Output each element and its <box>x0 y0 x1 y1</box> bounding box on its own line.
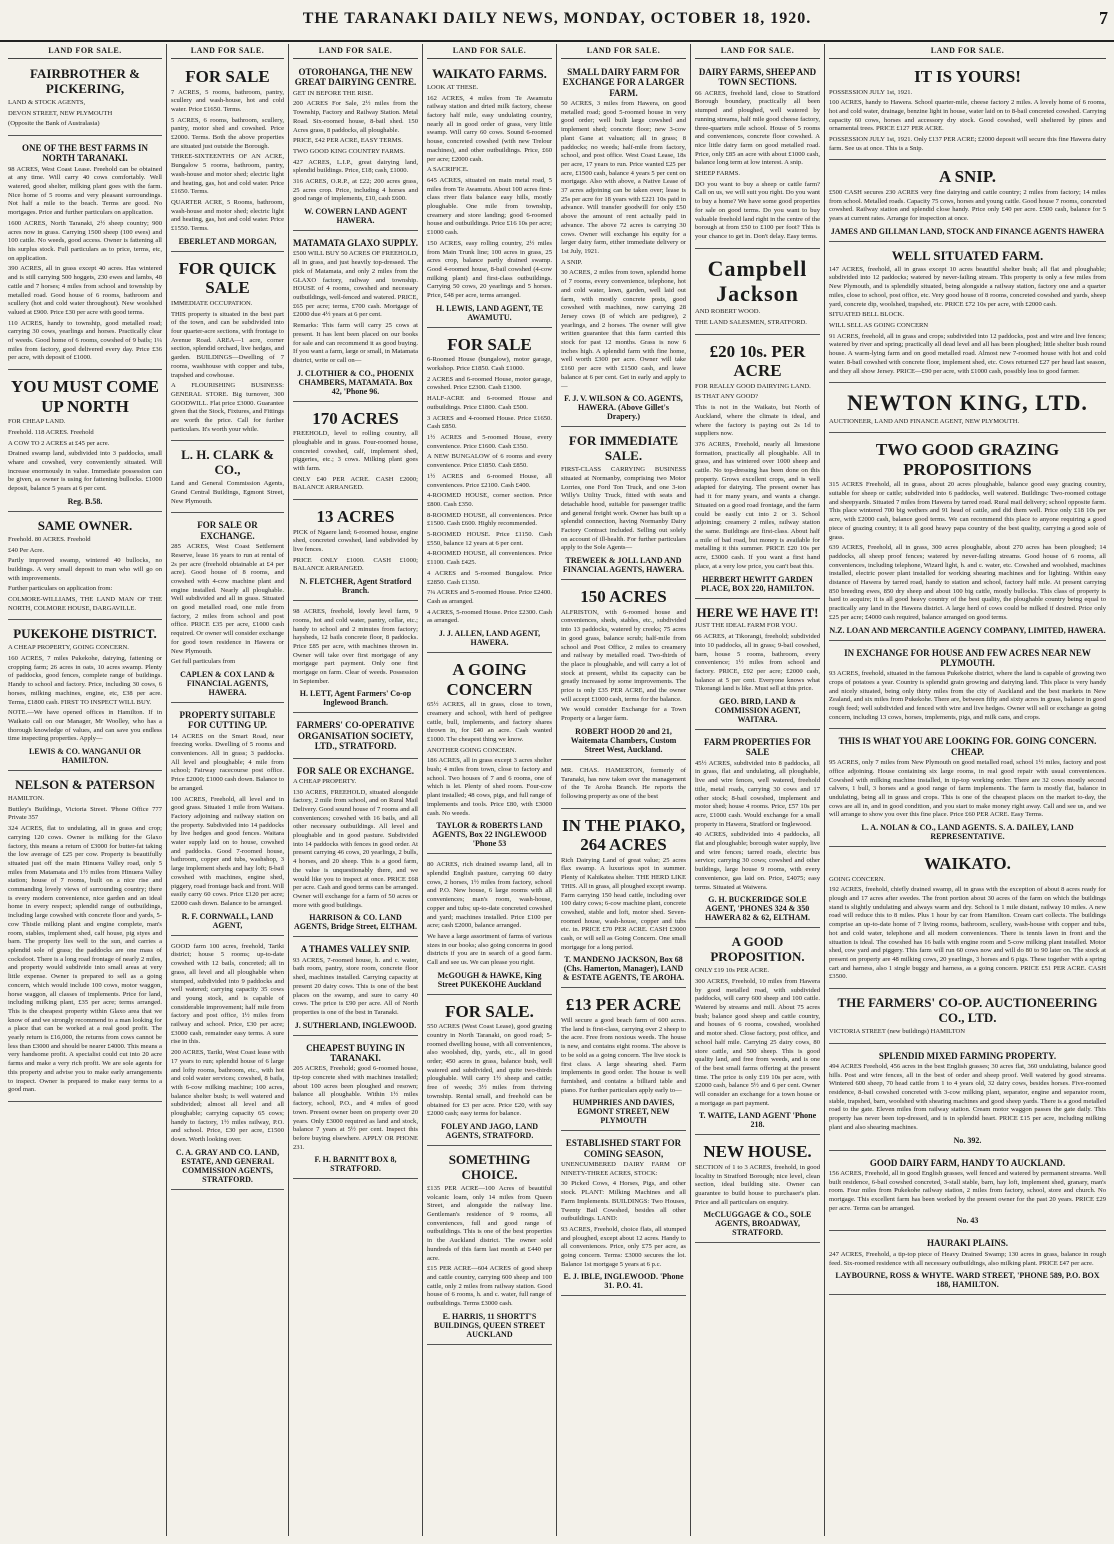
classified-ad <box>293 233 418 401</box>
ad-text: HALF-ACRE and 6-roomed House and outbuildings. Price £1800. Cash £500. <box>427 395 552 411</box>
classified-ad <box>293 1038 418 1180</box>
page-number: 7 <box>1099 8 1108 28</box>
ad-heading: CHEAPEST BUYING IN TARANAKI. <box>306 1042 405 1063</box>
ad-text: 65½ ACRES, all in grass, close to town, creamery and school, with herd of pedigree cattle, bull, implements, and factory shares thrown in, for £40 an acre. Cash wanted £1000. The cheapest thing we know. <box>427 701 552 743</box>
ad-text: 130 ACRES, FREEHOLD, situated alongside factory, 2 mile from school, and on Rural Mail Delivery. Good sound house of 7 rooms and all conveniences; cowshed with 16 bails, and all other necessary outbuildings. All level and ploughable and in good pasture. Subdivided into 14 paddocks with fences in good order. At present carrying 46 cows, 20 yearlings, 2 bulls, 4 horses, and 20 sheep. This is a good farm, the value is unquestionably there, and we would like you to inspect at once. PRICE £68 per acre. Cash and good terms can be arranged. Owner will exchange for a farm of 50 acres or more with good buildings. <box>293 788 418 909</box>
column-header: LAND FOR SALE. <box>171 44 284 59</box>
ad-heading: FOR IMMEDIATE SALE. <box>568 433 679 464</box>
ad-text: TWO GOOD KING COUNTRY FARMS. <box>293 147 405 155</box>
ad-heading: A GOING CONCERN <box>446 660 533 699</box>
newspaper-title: THE TARANAKI DAILY NEWS, MONDAY, OCTOBER 18, 1920. <box>302 10 812 27</box>
ad-text: IS THAT ANY GOOD? <box>695 393 759 401</box>
ad-signature: TREWEEK & JOLL LAND AND FINANCIAL AGENTS, HAWERA. <box>562 556 685 575</box>
ad-signature: F. H. BARNITT BOX 8, STRATFORD. <box>314 1155 397 1174</box>
ad-text: 162 ACRES, 4 miles from Te Awamutu railway station and dried milk factory, cheese factory half mile, easy undulating country, nearly all in good order of grass, very little swamp. Will carry 60 cows. Sound 6-roomed house, concreted cowshed (with new Trelour machines), and other outbuildings. Price, £60 per acre; £2000 cash. <box>427 94 552 163</box>
classified-ad <box>8 138 162 370</box>
ad-signature: N. FLETCHER, Agent Stratford Branch. <box>299 577 412 596</box>
ad-text: 639 ACRES, Freehold, all in grass, 300 acres ploughable, about 270 acres has been ploughed; 14 paddocks, all sheep proof fences; watered by never-failing streams. Good house of 6 rooms, all conveniences, including telephone, Wizard light, h. and c. water, etc. Cowshed and woolshed, machines installed, electric power plant installed for working shearing machines and for lighting. Within easy distance of Hawera by tarred road, handy to station and school, factory half mile. At present carrying 850 breeding ewes, 850 dry sheep and about 100 big cattle, mostly bullocks. This class of property is hard to acquire; it is all good heavy country of the best quality, the ploughable country being equal to practically any land in the Hawera district. A large herd of cows could be milked if desired. Price only £25 per acre; £4000 cash required, balance arranged on good terms. <box>829 544 1106 621</box>
ad-heading: WAIKATO FARMS. <box>432 66 547 81</box>
ad-text: PRICE ONLY £1000. CASH £1000; BALANCE ARRANGED. <box>293 556 418 573</box>
ad-text: POSSESSION JULY 1st, 1921. <box>829 88 913 96</box>
ad-text: PRICE, £42 PER ACRE, EASY TERMS. <box>293 137 403 145</box>
ad-heading: DAIRY FARMS, SHEEP AND TOWN SECTIONS. <box>698 67 817 88</box>
ad-text: 316 ACRES, O.R.P., at £22; 200 acres grass, 25 acres crop. Price, including 4 horses and good range of implements, £10, cash £600. <box>293 178 418 203</box>
ad-heading: 170 ACRES <box>312 408 399 428</box>
ad-text: SHEEP FARMS. <box>695 170 741 178</box>
classified-ad <box>561 762 686 809</box>
ad-text: LAND & STOCK AGENTS, <box>8 98 86 106</box>
ad-heading: IN EXCHANGE FOR HOUSE AND FEW ACRES NEAR NEW PLYMOUTH. <box>844 647 1091 668</box>
ad-text: SECTION of 1 to 3 ACRES, freehold, in good locality in Stratford Borough; nice level, clean section, ideal building site. Owner can guarantee to build house to purchaser's plan. Price and all particulars on enquiry. <box>695 1163 820 1206</box>
ad-text: 4 ACRES and 5-roomed Bungalow. Price £2850. Cash £1350. <box>427 569 552 586</box>
ad-signature: J. SUTHERLAND, INGLEWOOD. <box>294 1020 417 1030</box>
classified-ad <box>829 849 1106 989</box>
column-6 <box>691 44 825 1536</box>
columns-container <box>4 44 1110 1536</box>
ad-signature: LEWIS & CO. WANGANUI OR HAMILTON. <box>28 747 142 766</box>
column-header: LAND FOR SALE. <box>293 44 418 59</box>
ad-text: 3 ACRES and 4-roomed House. Price £1650. Cash £850. <box>427 414 552 431</box>
classified-ad <box>829 1153 1106 1232</box>
ad-text: LOOK AT THESE. <box>427 83 479 91</box>
column-3 <box>289 44 423 1536</box>
ad-text: THIS property is situated in the best part of the town, and can be subdivided into four quarter-acre sections, with frontage to Avenue Road. AREA—1 acre, corner section, splendid orchard, live hedges, and garden. BUILDINGS—Dwelling of 7 rooms, washhouse with copper and tubs, trapshed and cowhouse. <box>171 310 284 379</box>
ad-text: 7 ACRES, 5 rooms, bathroom, pantry, scullery and wash-house, hot and cold water. Price £1650. Terms. <box>171 88 284 113</box>
column-1 <box>4 44 167 1536</box>
ad-signature: McGOUGH & HAWKE, King Street PUKEKOHE Auckland <box>437 970 542 989</box>
ad-heading: £20 10s. PER ACRE <box>709 341 806 381</box>
ad-heading: FOR SALE OR EXCHANGE. <box>296 765 414 776</box>
ad-text: Further particulars on application from: <box>8 585 113 593</box>
ad-text: 2 ACRES and 6-roomed House, motor garage, cowshed. Price £2300. Cash £1300. <box>427 375 552 392</box>
ad-heading: FOR SALE <box>447 334 532 354</box>
classified-ad <box>293 715 418 758</box>
column-2 <box>167 44 289 1536</box>
ad-text: PICK of Ngaere land; 6-roomed house, engine shed, concreted cowshed, land subdivided by live fences. <box>293 528 418 554</box>
ad-text: 1½ ACRES and 5-roomed House, every convenience. Price £1600. Cash £350. <box>427 433 552 450</box>
ad-text: AND ROBERT WOOD. <box>695 308 761 316</box>
classified-ad <box>171 938 284 1190</box>
classified-ad <box>695 1137 820 1243</box>
ad-signature: E. HARRIS, 11 SHORTT'S BUILDINGS, QUEEN STREET AUCKLAND <box>434 1311 545 1339</box>
classified-ad <box>829 435 1106 640</box>
ad-signature: McCLUGGAGE & CO., SOLE AGENTS, BROADWAY, STRATFORD. <box>703 1210 812 1238</box>
ad-text: We would consider Exchange for a Town Property or a larger farm. <box>561 706 686 723</box>
ad-text: 427 ACRES, L.I.P., great dairying land, splendid buildings. Price, £18; cash, £1000. <box>293 158 418 175</box>
classified-ad <box>695 601 820 731</box>
classified-ad <box>829 643 1106 730</box>
ad-text: 186 ACRES, all in grass except 3 acres shelter bush; 4 miles from town, close to factory and school. Two houses of 7 and 6 rooms, one of which is let. Plenty of shed room. Four-cow plant installed; 48 cows, pigs, and full range of implements and tools. Price £80, with £3000 cash. No weeds. <box>427 757 552 817</box>
classified-ad <box>561 62 686 427</box>
ad-text: 45½ ACRES, subdivided into 8 paddocks, all in grass, flat and undulating, all ploughable, live and wire fences, well watered, freehold title, metal roads, carrying 30 cows and 17 other stock; 8-bail cowshed, implement and motor shed; house 4 rooms. Price, £57 10s per acre, £1000 cash. Would exchange for a small property in Hawera, Stratford or Inglewood. <box>695 759 820 828</box>
ad-text: 95 ACRES, only 7 miles from New Plymouth on good metalled road, school 1½ miles, factory and post office adjoining. House containing six large rooms, in real good repair with usual conveniences. Cowshed with milking machine installed, in tip-top working order. There are 32 cows mostly second calvers, 1 bull, 3 horses and a good range of farm implements. The farm is mostly flat, balance in undulating, being all in grass and crops. This is one of the cheapest places on the market to-day, the cows are all in, and in good condition, and you start to make money right away. Call and see us, and we will arrange to show you over this fine place. Price £60 PER ACRE. Easy Terms. <box>829 759 1106 819</box>
ad-text: THREE-SIXTEENTHS OF AN ACRE, Bungalow 5 rooms, bathroom, pantry, wash-house and motor shed; electric light and heating, gas, hot and cold water. Price £1650. Terms. <box>171 153 284 196</box>
ad-text: 7¼ ACRES and 5-roomed House. Price £2400. Cash as arranged. <box>427 589 552 605</box>
ad-signature: E. J. IBLE, INGLEWOOD. 'Phone 31. P.O. 41. <box>563 1272 684 1291</box>
ad-text: Get full particulars from <box>171 658 236 666</box>
ad-text: UNENCUMBERED DAIRY FARM OF NINETY-THREE ACRES, STOCK: <box>561 1161 686 1177</box>
ad-text: £15 PER ACRE—604 ACRES of good sheep and cattle country, carrying 600 sheep and 100 cattle, only 2 miles from railway station. Good house of 6 rooms, h. and c. water, full range of outbuildings. Terms £3000 cash. <box>427 1265 552 1308</box>
ad-heading: IT IS YOURS! <box>914 67 1021 86</box>
ad-heading: SMALL DAIRY FARM FOR EXCHANGE FOR A LARGER FARM. <box>562 67 685 98</box>
ad-text: 98 ACRES, freehold, lovely level farm, 9 rooms, hot and cold water, pantry, cellar, etc.; handy to school and 2 minutes from factory; haysheds, 12 bails concrete floor, 8 paddocks. Price £85 per acre, with machines thrown in. Owner will take over first mortgage of any mortgage part payment. Only one first mortgage on farm. Clear of weeds. Possession in September. <box>293 608 418 685</box>
classified-ad <box>171 62 284 252</box>
ad-signature: FOLEY AND JAGO, LAND AGENTS, STRATFORD. <box>440 1122 539 1140</box>
ad-signature: J. CLOTHIER & CO., PHOENIX CHAMBERS, MATAMATA. Box 42, 'Phone 96. <box>296 368 415 396</box>
ad-text: 550 ACRES (West Coast Lease), good grazing country in North Taranaki, on good road; 5-roomed dwelling house, with all conveniences, also woolshed, dip, yards, etc., all in good order; 450 acres in grass, balance bush, well watered and subdivided, and quite two-thirds ploughable. Will carry 1½ sheep and cattle; free of weeds; 3½ miles from thriving township. Rental small, and freehold can be obtained for £3 per acre. Price £20, with say £2000 cash; easy terms for balance. <box>427 1023 552 1118</box>
ad-heading: NELSON & PATERSON <box>15 777 155 793</box>
ad-text: AUCTIONEER, LAND AND FINANCE AGENT, NEW PLYMOUTH. <box>829 417 1020 425</box>
ad-text: 4-ROOMED HOUSE, corner section. Price £800. Cash £350. <box>427 492 552 508</box>
ad-text: A COW TO 2 ACRES at £45 per acre. <box>8 439 110 447</box>
ad-text: 66 ACRES, freehold land, close to Stratford Borough boundary, practically all been stumped and ploughed, well watered by running streams, half mile good cheese factory, three-quarters mile school. House of 5 rooms and conveniences, concrete floor cowshed. A nice little dairy farm on good metalled road. Price, only £85 an acre with about £1000 cash, balance long term at low interest. A snip. <box>695 89 820 167</box>
ad-text: ONLY £19 10s PER ACRE. <box>695 967 770 975</box>
classified-ad <box>829 1233 1106 1295</box>
ad-text: JUST THE IDEAL FARM FOR YOU. <box>695 622 798 630</box>
classified-ad <box>695 930 820 1135</box>
ad-text: 494 ACRES Freehold, 456 acres in the best English grasses; 30 acres flat, 360 undulating, balance good hills. Post and wire fences, all in the best of order and sheep proof. Well watered by good streams. Wintered 600 sheep, 70 head cattle from 1 to 4 years old, 32 dairy cows, besides horses. Five-roomed residence, 8-bail cowshed concreted with 3-cow milking plant, separator, engine and separator room, stable, trapshed, barn, woolshed with shearing machines and good sheep yards. There is a good metalled road to the gate. Eleven miles from railway station. Cream motor waggon passes the gate daily. This property has never been top-dressed, and is in splendid heart. PRICE £15 per acre, including milking plant and also shearing machines. <box>829 1062 1106 1131</box>
ad-text: 4-ROOMED HOUSE, all conveniences. Price £1100. Cash £425. <box>427 550 552 567</box>
ad-text: Land and General Commission Agents, Grand Central Buildings, Egmont Street, New Plymouth. <box>171 480 284 505</box>
classified-ad <box>8 622 162 771</box>
classified-ad <box>293 761 418 938</box>
ad-heading: MATAMATA GLAXO SUPPLY. <box>293 238 418 249</box>
classified-ad <box>695 251 820 335</box>
ad-heading: L. H. CLARK & CO., <box>181 447 274 478</box>
ad-text: 1600 ACRES, North Taranaki, 2½ sheep country; 900 acres now in grass. Carrying 1500 sheep (100 ewes) and 100 cattle. No weeds, good access. Owner is fattening all his surplus stock. Full particulars as to price, terms, etc, on application. <box>8 219 162 262</box>
ad-heading: FARMERS' CO-OPERATIVE ORGANISATION SOCIETY, LTD., STRATFORD. <box>296 720 415 752</box>
ad-signature: Reg. B.58. <box>67 496 103 506</box>
ad-text: £40 Per Acre. <box>8 546 45 554</box>
ad-text: 324 ACRES, flat to undulating, all in grass and crop; carrying 120 cows. Owner is milking for the Glaxo factory, this means a return of £3000 for butter-fat taking the low average of £25 per cow. Property is beautifully situated just off the main Hinuera Valley road, only 5 miles from Matamata and 1½ miles from Hinuera Valley station; house of 7 rooms, built on a nice rise and commanding lovely views of surrounding country; there is every modern convenience, nice garden and an ideal home in every respect; splendid range of outbuildings, including large cowshed with concrete floor and yards, 5-cow Thistle milking plant and engine complete, man's room, stables, implement shed, calf house, pig styes and barn. The property lies well to the sun, and carries a splendid sole of grass; the paddocks are one mass of cocksfoot. There is a long road frontage of nearly 2 miles, and property would subdivide into small areas at very little expense. Owner is prepared to sell as a going concern, which would include 100 cows, motor waggon, horse waggon, all classes of implements. Price for land, including milking plant, £35 per acre; terms arranged. This is the cheapest property within Glaxo area that we know of and we strongly recommend to a man looking for a place that can be worked at a real good profit. The yearly return is £16,000, the returns from cows cannot be less than £3000 and should be nearer £4000. This means a very handsome profit. A specialist could cut into 20 acre farms and make a very rich profit. We are sole agents for this property and advise you to make early arrangements to inspect. Owner is prepared to make easy terms to a good man. <box>8 825 162 1094</box>
ad-text: Remarks: This farm will carry 25 cows at present. It has lent been placed on our books for sale and can recommend it as good buying. If you want a farm, large or small, in Matamata district, write or call on— <box>293 322 418 364</box>
masthead <box>0 0 1114 42</box>
classified-ad <box>427 330 552 653</box>
ad-signature: JAMES AND GILLMAN LAND, STOCK AND FINANCE AGENTS HAWERA <box>830 226 1105 236</box>
ad-text: A CHEAP PROPERTY, GOING CONCERN. <box>8 644 129 652</box>
column-header: LAND FOR SALE. <box>829 44 1106 59</box>
ad-text: 93 ACRES, Freehold, choice flats, all stumped and ploughed, except about 12 acres. Handy to all conveniences. Price, only £75 per acre, as going concern. Terms: £3000 secures the lot. Balance 1st mortgage 5 years at 6 p.c. <box>561 1225 686 1268</box>
classified-ad <box>293 62 418 231</box>
ad-text: GOOD farm 100 acres, freehold, Tariki district; house 5 rooms; up-to-date cowshed with 12 bails, concreted; all in grass, all level and all ploughable when stumped, subdivided into 9 paddocks and well watered; carrying capacity 35 cows and young stock, and is capable of considerable improvement; half mile from factory and post office, 1½ miles from railway and school. Price, £30 per acre; £3000 cash, remainder easy terms. A sure rise in this. <box>171 942 284 1046</box>
classified-ad <box>8 62 162 136</box>
classified-ad <box>171 515 284 703</box>
ad-text: A SACRIFICE. <box>427 166 469 174</box>
ad-text: £500 CASH secures 230 ACRES very fine dairying and cattle country; 2 miles from factory; 14 miles from school. Metalled roads. Capacity 75 cows, horses and young cattle. Good house 7 rooms, concreted cowshed. Railway station and splendid close handy. Price only £40 per acre. £500 cash, balance for 5 years at current rates. Arrange for inspection at once. <box>829 189 1106 223</box>
ad-signature: HERBERT HEWITT GARDEN PLACE, BOX 220, HAMILTON. <box>701 574 814 593</box>
ad-heading: NEW HOUSE. <box>703 1142 812 1162</box>
classified-ad <box>829 731 1106 847</box>
classified-ad <box>293 939 418 1035</box>
classified-ad <box>829 385 1106 433</box>
ad-heading: THE FARMERS' CO-OP. AUCTIONEERING CO., LTD. <box>837 995 1098 1025</box>
ad-signature: G. H. BUCKERIDGE SOLE AGENT, 'PHONES 324 & 350 HAWERA 82 & 62, ELTHAM. <box>704 895 811 923</box>
ad-text: 200 ACRES, Tariki, West Coast lease with 17 years to run; splendid house of 6 large and lofty rooms, bathroom, etc., with hot and cold water services; cowshed, 8 bails, with 6-cow milking machine; 100 acres, balance shelter bush; is well watered and subdivided; almost all level and all ploughable; carrying capacity 65 cows; handy to factory, 1½ miles railway, P.O. and school. Price, £30 per acre, £1500 down. Worth looking over. <box>171 1049 284 1144</box>
classified-ad <box>8 514 162 621</box>
classified-ad <box>561 429 686 580</box>
ad-heading: SAME OWNER. <box>37 517 133 533</box>
ad-heading: PUKEKOHE DISTRICT. <box>13 626 157 642</box>
classified-ad <box>695 62 820 249</box>
ad-text: 150 ACRES, easy rolling country, 2½ miles from Main Trunk line; 100 acres in grass, 25 acres crop, balance partly drained swamp. Good 4-roomed house, 8-bail cowshed (4-cow milking plant) and first-class outbuildings. Carrying 50 cows, 20 yearlings and 5 horses. Price, £48 per acre, terms arranged. <box>427 239 552 300</box>
ad-text: A FLOURISHING BUSINESS: GENERAL STORE. Big turnover, 300 GOODWILL. Flat price £3000. Guarantee given that the Stock, Fixtures, and Fittings are worth the price. Call for further particulars. It's worth your while. <box>171 382 284 433</box>
ad-text: 160 ACRES, 7 miles Pukekohe, dairying, fattening or cropping farm; 26 acres in oats, 10 acres swamp. Plenty of paddocks, good fences, complete range of buildings. Handy to school and factory. Price, including 30 cows, 6 horses, milking machines, engine, etc, £38 per acre. Terms, £1800 cash. FIRST TO INSPECT WILL BUY. <box>8 655 162 706</box>
ad-heading: SPLENDID MIXED FARMING PROPERTY. <box>878 1050 1057 1061</box>
ad-text: This is not in the Waikato, but North of Auckland, where the climate is ideal, and where the factory is paying out 2s 1d to suppliers now. <box>695 404 820 438</box>
classified-ad <box>427 1148 552 1345</box>
ad-text: (Opposite the Bank of Australasia) <box>8 120 100 128</box>
ad-heading: FARM PROPERTIES FOR SALE <box>703 737 811 758</box>
ad-text: ONLY £40 PER ACRE. CASH £2000; BALANCE ARRANGED. <box>293 475 418 492</box>
ad-text: HAMILTON. <box>8 795 45 803</box>
ad-text: 247 ACRES, Freehold, a tip-top piece of Heavy Drained Swamp; 130 acres in grass, balance in rough feed. Six-roomed residence with all necessary outbuildings, also milking plant. PRICE £47 per acre. <box>829 1250 1106 1267</box>
column-5 <box>557 44 691 1536</box>
column-header: LAND FOR SALE. <box>8 44 162 59</box>
ad-text: FIRST-CLASS CARRYING BUSINESS situated at Normanby, comprising two Motor Lorries, one Ford Ton Truck, and one 3-ton Willy's Utility Truck, fitted with seats and detachable hood, suitable for passenger traffic and general freight work. Owner has built up a splendid connection, having Normanby Dairy Factory Contract included. Selling out solely on account of ill-health. For further particulars apply to the Sole Agents— <box>561 466 686 552</box>
ad-signature: T. MANDENO JACKSON, Box 68 (Chs. Hamerton, Manager), LAND & ESTATE AGENTS, TE AROHA. <box>562 955 685 983</box>
ad-heading: THIS IS WHAT YOU ARE LOOKING FOR. GOING CONCERN. CHEAP. <box>838 736 1097 757</box>
ad-heading: FAIRBROTHER & PICKERING, <box>30 66 140 96</box>
ad-heading: HERE WE HAVE IT! <box>696 604 819 620</box>
ad-heading: 13 ACRES <box>316 507 395 527</box>
ad-text: 205 ACRES, Freehold; good 6-roomed house, tip-top concrete shed with machines installed; about 100 acres been ploughed and resown; balance all ploughable. Within 1½ miles factory, school, P.O., and 4 miles of good town. Present owner been on property over 20 years. Only £3000 required as land and stock, balance 7 years at 5½ per cent. Inspect this before buying elsewhere. APPLY OR PHONE 231. <box>293 1065 418 1151</box>
ad-signature: J. J. ALLEN, LAND AGENT, HAWERA. <box>438 629 541 648</box>
ad-signature: GEO. BIRD, LAND & COMMISSION AGENT, WAITARA. <box>714 697 801 725</box>
ad-signature: N.Z. LOAN AND MERCANTILE AGENCY COMPANY, LIMITED, HAWERA. <box>829 625 1106 635</box>
ad-text: 1½ ACRES and 6-roomed House, all conveniences. Price £2100. Cash £400. <box>427 472 552 489</box>
ad-heading: SOMETHING CHOICE. <box>448 1152 531 1182</box>
ad-text: 300 ACRES, Freehold, 10 miles from Hawera by good metalled road, with subdivided paddocks, will carry 600 sheep and 100 cattle. Watered by streams and mill. About 75 acres bush; balance good sheep and cattle country, and houses of 6 rooms, cowshed, woolshed and motor shed. Close factory, post office, and school half mile. Carrying 25 dairy cows, 80 store cattle, and 500 sheep. This is good quality land, and free from weeds, and is one of the best small farms offering at the present time. The price is only £19 10s per acre, with £2000 cash, balance 5½ and 6 per cent. Owner will consider an exchange for a town house or a mortgage as part payment. <box>695 977 820 1107</box>
classified-ad <box>427 997 552 1146</box>
ad-heading: WELL SITUATED FARM. <box>891 247 1044 263</box>
classified-ad <box>8 372 162 512</box>
ad-text: DO you want to buy a sheep or cattle farm? Call on us, we will suit you right. Do you want to buy a home? We have some good properties for sale on good terms. Do you want to buy valuable freehold land right in the centre of the borough at from £50 to £100 per foot? This is your chance to get in. Don't delay. Easy terms. <box>695 180 820 240</box>
ad-text: THE LAND SALESMEN, STRATFORD. <box>695 318 807 326</box>
ad-signature: HUMPHRIES AND DAVIES, EGMONT STREET, NEW PLYMOUTH <box>572 1098 675 1126</box>
classified-ad <box>427 655 552 854</box>
ad-text: A NEW BUNGALOW of 6 rooms and every convenience. Price £1850. Cash £850. <box>427 453 552 470</box>
classified-ad <box>171 705 284 936</box>
ad-text: 100 ACRES, handy to Hawera. School quarter-mile, cheese factory 2 miles. A lovely home of 6 rooms, hot and cold water, drainage, benzine light in house, water laid on to 8-bail concreted cowshed. Carrying capacity 60 cows, horses and accessory dry stock. Good cowshed, well sheltered by pines and ornamental trees. PRICE £127 PER ACRE. <box>829 99 1106 133</box>
ad-text: £500 WILL BUY 50 ACRES OF FREEHOLD, all in grass, and just heavily top-dressed. The pick of Matamata, and only 2 miles from the GLAXO factory, railway and township. HOUSE of 4 rooms, cowshed and necessary outbuildings, well-fenced and watered. PRICE, £65 per acre; terms, £700 cash. Mortgage of £2000 due 4½ years at 6 per cent. <box>293 250 418 319</box>
ad-text: 40 ACRES, subdivided into 4 paddocks, all flat and ploughable; borough water supply, live and wire fences; tarred roads, electric bus service; carrying 30 cows; cowshed and other buildings, large house 9 rooms, with every convenience, gas laid on. Price, £4075; easy terms. Situated at Waiwera. <box>695 831 820 891</box>
ad-text: 147 ACRES, freehold, all in grass except 10 acres beautiful shelter bush; all flat and ploughable; subdivided into 12 paddocks; watered by never-failing stream. This property is only a few miles from New Plymouth, and is splendidly situated, being alongside a railway station, factory one and a quarter miles, close to school, post office, etc. Very good house of 8 rooms, concreted cowshed and yards, sheep yard, concrete dip, woolshed, trapshed, etc. PRICE £72 10s per acre, with £2000 cash. <box>829 265 1106 308</box>
ad-text: FREEHOLD, level to rolling country, all ploughable and in grass. Four-roomed house, concreted cowshed, calf, implement shed, piggeries, etc.; 3 cows. Milking plant goes with farm. <box>293 430 418 472</box>
classified-ad <box>293 603 418 713</box>
ad-text: 192 ACRES, freehold, chiefly drained swamp, all in grass with the exception of about 8 acres ready for plough and 17 acres after swedes. The front portion about 30 acres of the farm on which the buildings stand is slightly undulating and always warm and dry. School is 1 mile distant, railway 10 miles. A new road will reduce this to 8 miles. Plus 1 hour by car from Hamilton. Cream cart collects. The buildings comprise an up-to-date home of 7 living rooms, bathroom, scullery, wash-house with copper and tubs, hot and cold water, telephone and all modern conveniences. There is tennis lawn in front and the situation is ideal. The cowshed has 16 bails with engine room and 5-cow milking plant installed. Motor shed, cow yard and piggery. This farm will run 60 cows now and will do 80 to 90 later on. The stock at present on property are 48 milking cows, 20 yearlings, 3 horses and 6 pigs. These together with a spring cart and harness, also 1 single buggy and harness, as a going concern. PRICE £51 PER ACRE. CASH £3500. <box>829 886 1106 981</box>
ad-text: 315 ACRES Freehold, all in grass, about 20 acres ploughable, balance good easy grazing country, suitable for sheep or cattle; subdivided into 6 paddocks, well watered. Buildings: Two-roomed cottage and sheepyards. Situated 7 miles from Hawera by tarred road. Rural mail delivery; school opposite farm. This place wintered 700 big wethers and 91 head of cattle, and did them well. Price only £18 10s per acre, with £2000 cash, balance good terms. We can recommend this place to anyone requiring a good piece of grazing country; it is all good heavy papa country of the best quality, carrying a good sole of grass. <box>829 481 1106 541</box>
ad-text: 14 ACRES on the Smart Road, near freezing works. Dwelling of 5 rooms and conveniences. All in grass; 3 paddocks. All level and ploughable; 4 mile from school; Fairway racecourse post office. Price £2000; £1000 cash down. Balance to be arranged. <box>171 732 284 792</box>
ad-text: 5-ROOMED HOUSE. Price £1150. Cash £550, balance 12 years at 6 per cent. <box>427 531 552 547</box>
ad-text: Freehold. 118 ACRES. Freehold <box>8 428 94 436</box>
ad-heading: FOR SALE <box>185 67 270 86</box>
classified-ad <box>829 62 1106 160</box>
ad-heading: A THAMES VALLEY SNIP. <box>300 944 411 955</box>
classified-ad <box>427 856 552 994</box>
ad-text: Freehold. 80 ACRES. Freehold <box>8 535 91 543</box>
ad-text: 376 ACRES, Freehold, nearly all limestone formation, practically all ploughable. All in grass, and has wintered over 1000 sheep and cattle. No top-dressing has been done on this property. Grows excellent crops, and is well adapted for dairying. The present owner has had it for many years, and wants a change. Situated on a good road frontage, and the farm could be easily cut into 2 or 3. School adjoining; creamery 2 miles, railway station the same. Buildings are first-class. About half a mile of bad road, but money is available for metalling it this summer. PRICE £20 10s per acre, £3000 cash. If you want a first hand place, at a very low price, you can't beat this. <box>695 440 820 570</box>
classified-ad <box>829 162 1106 241</box>
ad-signature: H. LEWIS, LAND AGENT, TE AWAMUTU. <box>435 303 544 322</box>
ad-text: 50 ACRES, 3 miles from Hawera, on good metalled road; good 5-roomed house in very good order; well built large cowshed and implement shed; concrete floor; new 3-cow plant Gane at valuation; all in grass; 8 paddocks; no weeds; half-mile from factory, school, and post office. West Coast Lease, 18s per acre, 17 years to run. Price wanted £25 per acre, £1500 cash, balance 4 years 5 per cent on mortgage. Also with above, a Native Lease of 37 acres adjoining can be taken over; lease is 25s per acre for 18 years with £221 10s paid in advance. Will transfer goodwill for only £50 above the amount of rent actually paid in advance. The above 72 acres is carrying 30 cows. Owner will exchange his equity for a larger dairy farm, either immediate delivery or 1st July, 1921. <box>561 100 686 255</box>
ad-text: We have a large assortment of farms of various sizes in our books; also going concerns in good districts if you are in search of a good farm. Call and see us. We can please you right. <box>427 932 552 967</box>
column-4 <box>423 44 557 1536</box>
ad-heading: ESTABLISHED START FOR COMING SEASON, <box>565 1138 682 1159</box>
ad-heading: FOR SALE. <box>445 1001 534 1021</box>
ad-signature: F. J. V. WILSON & CO. AGENTS, HAWERA. (Above Gillet's Drapery.) <box>564 394 683 422</box>
ad-text: GET IN BEFORE THE RISE. <box>293 89 374 97</box>
ad-text: FOR REALLY GOOD DAIRYING LAND. <box>695 382 811 390</box>
classified-ad <box>561 582 686 760</box>
column-header: LAND FOR SALE. <box>561 44 686 59</box>
ad-signature: No. 43 <box>956 1216 979 1226</box>
ad-text: 156 ACRES, Freehold, all in good English grasses, well fenced and watered by permanent streams. Well built residence, 6-bail cowshed concreted, 3-stall stable, barn, hay loft, implement shed, granary, man's room. Four miles from Pukekohe railway station, 2 miles from factory, school, store and church. No mortgage. This excellent farm has been worked by the present owner for the past 20 years. PRICE £29 per acre. Terms can be arranged. <box>829 1169 1106 1212</box>
ad-heading: ONE OF THE BEST FARMS IN NORTH TARANAKI. <box>22 142 148 164</box>
ad-text: COLMORE-WILLIAMS, THE LAND MAN OF THE NORTH, COLMORE HOUSE, DARGAVILLE. <box>8 596 162 612</box>
ad-text: A SNIP. <box>561 258 583 266</box>
ad-text: Rich Dairying Land of great value; 25 acres flax swamp. A luxurious spot in summer. Plenty of Kahikatea shelter. THE HERD LIKE THIS. All in grass, all ploughed except swamp. Farm carrying 150 head cattle, including over 100 dairy cows; 6-cow machine plant, concrete cowshed, stable and loft, motor shed. Seven-roomed house, wash-house, copper and tubs etc. in. PRICE £70 PER ACRE. CASH £3000 cash, or will sell as Going Concern. One small mortgage for a long period. <box>561 856 686 951</box>
ad-text: 110 ACRES, handy to township, good metalled road; carrying 30 cows, yearlings and horses. Practically clear of weeds. Good home of 6 rooms, cowshed of 9 bails; 1¼ miles from factory, good delivered every day. Price £36 per acre, with deposit of £1000. <box>8 319 162 362</box>
ad-text: SITUATED BELL BLOCK. <box>829 311 905 319</box>
ad-heading: A GOOD PROPOSITION. <box>710 934 805 965</box>
ad-text: GOING CONCERN. <box>829 875 886 883</box>
ad-text: 5 ACRES, 6 rooms, bathroom, scullery, pantry, motor shed and cowshed. Price £2000. Terms. Both the above properties are situated just outside the Borough. <box>171 116 284 150</box>
ad-text: NOTE.—We have opened offices in Hamilton. If in Waikato call on our Manager, Mr Woolley, who has a thorough knowledge of values, and can save you endless time inspecting properties. Apply— <box>8 709 162 743</box>
ad-heading: £13 PER ACRE <box>565 995 682 1015</box>
ad-heading: WAIKATO. <box>924 854 1011 874</box>
ad-text: VICTORIA STREET (new buildings) HAMILTON <box>829 1027 966 1035</box>
classified-ad <box>561 811 686 989</box>
ad-text: A CHEAP PROPERTY. <box>293 777 357 785</box>
classified-ad <box>293 404 418 500</box>
ad-text: 645 ACRES, situated on main metal road, 5 miles from Te Awamutu. About 100 acres first-class river flats balance easy hills, mostly ploughable. One mile from township, creamery and store landing; good 6-roomed house and outbuildings. Price £16 10s per acre; £1000 cash. <box>427 176 552 237</box>
ad-text: QUARTER ACRE, 5 Rooms, bathroom, wash-house and motor shed; electric light and heating, gas, hot and cold water. Price £1550. Terms. <box>171 198 284 233</box>
ad-heading: GOOD DAIRY FARM, HANDY TO AUCKLAND. <box>869 1157 1066 1168</box>
ad-text: 30 ACRES, 2 miles from town, splendid home of 7 rooms, every convenience, telephone, hot and cold water, lawn, garden, well laid out farm, with mostly concrete posts, good cowshed with machines, now carrying 28 Jersey cows (8 of which are pedigree), 2 yearlings, and 2 horses. The owner will give written guarantee that this farm carried this stock for past 12 months. Grass is now 6 inches high. A splendid farm with fine home, well worth £300 per acre. Owner will take £160 per acre with £1500 cash, and leave balance at 6 per cent. Get in early and apply to— <box>561 269 686 390</box>
classified-ad <box>695 337 820 599</box>
ad-heading: PROPERTY SUITABLE FOR CUTTING UP. <box>179 709 276 731</box>
ad-text: ANOTHER GOING CONCERN. <box>427 746 517 754</box>
ad-heading: YOU MUST COME UP NORTH <box>11 377 159 416</box>
ad-signature: R. F. CORNWALL, LAND AGENT, <box>181 911 274 930</box>
ad-text: POSSESSION JULY 1st, 1921. Only £137 PER ACRE; £2000 deposit will secure this fine Hawera dairy farm. See us at once. This is a Snip. <box>829 136 1106 152</box>
ad-text: 4 ACRES, 5-roomed House. Price £2300. Cash as arranged. <box>427 608 552 625</box>
ad-signature: ROBERT HOOD 20 and 21, Waitemata Chambers, Custom Street West, Auckland. <box>570 726 677 754</box>
ad-text: 30 Picked Cows, 4 Horses, Pigs, and other stock. PLANT: Milking Machines and all Farm Implements. BUILDINGS: Two Houses, Twenty Bail Cowshed, besides all other outbuildings. LAND: <box>561 1180 686 1223</box>
ad-text: FOR CHEAP LAND. <box>8 418 66 426</box>
ad-heading: OTOROHANGA, THE NEW GREAT DAIRYING CENTRE. <box>294 67 417 88</box>
ad-text: Will secure a good beach farm of 600 acres. The land is first-class, carrying over 2 sheep to the acre. Free from noxious weeds. The house is new, and contains eight rooms. The above is to be sold as a going concern. The live stock is first class. A large shearing shed. Farm implements in good order. The house is well furnished, and contains a billiard table and piano. For further particulars apply early to— <box>561 1017 686 1094</box>
ad-text: DEVON STREET, NEW PLYMOUTH <box>8 109 113 117</box>
ad-signature: H. LETT, Agent Farmers' Co-op Inglewood Branch. <box>299 689 412 708</box>
ad-text: 100 ACRES, Freehold, all level and in good grass. Situated 1 mile from Waitara. Factory adjoining and railway station on the property. Subdivided into 14 paddocks by live hedges and good fences. Waitara water supply laid on to house, cowshed and paddocks. Good 7-roomed house, bathroom, copper and tubs, washshop, 3 large implement sheds and hay loft; 8-bail cowshed with machines, engine shed, piggery, road frontage back and front. Will easily carry 60 cows. Price £120 per acre; £2000 cash down. Balance to be arranged. <box>171 795 284 907</box>
ad-heading: Campbell Jackson <box>707 255 808 306</box>
ad-signature: T. WAITE, LAND AGENT 'Phone 218. <box>698 1111 817 1130</box>
ad-signature: CAPLEN & COX LAND & FINANCIAL AGENTS, HAWERA. <box>180 669 275 697</box>
ad-heading: TWO GOOD GRAZING PROPOSITIONS <box>875 440 1060 479</box>
ad-text: 285 ACRES, West Coast Settlement Reserve, lease 16 years to run at rental of 2s per acre (freehold obtainable at £4 per acre). Good house of 8 rooms, and cowshed with 4-cow machine plant and engine installed. Nearly all ploughable. Well subdivided and all in grass. Situated on good metalled road, one mile from factory, 2 miles from school and post office. PRICE £35 per acre, £1000 cash required. Or owner will consider exchange for good town residence in Hawera or New Plymouth. <box>171 543 284 655</box>
classified-ad <box>829 991 1106 1044</box>
classified-ad <box>561 990 686 1131</box>
classified-ad <box>561 1133 686 1296</box>
ad-text: Drained swamp land, subdivided into 3 paddocks, small whare and cowshed, very conveniently situated. Will increase enormously in value. Immediate possession can be given, as owner is using for fattening bullocks. £1000 deposit, balance 5 years at 6 per cent. <box>8 450 162 493</box>
ad-text: Partly improved swamp, wintered 40 bullocks, no buildings. A very small deposit to man who will go on with improvements. <box>8 557 162 582</box>
ad-signature: EBERLET AND MORGAN, <box>178 236 277 246</box>
ad-signature: W. COWERN LAND AGENT HAWERA. <box>304 207 407 226</box>
column-7 <box>825 44 1110 1536</box>
classified-ad <box>695 732 820 928</box>
ad-heading: IN THE PIAKO, 264 ACRES <box>562 815 685 855</box>
column-header: LAND FOR SALE. <box>427 44 552 59</box>
ad-heading: A SNIP. <box>938 167 996 187</box>
ad-signature: No. 392. <box>953 1135 982 1145</box>
ad-heading: NEWTON KING, LTD. <box>847 390 1088 416</box>
ad-signature: C. A. GRAY AND CO. LAND, ESTATE, AND GENERAL COMMISSION AGENTS, STRATFORD. <box>175 1147 280 1184</box>
ad-heading: FOR SALE OR EXCHANGE. <box>197 520 258 541</box>
ad-text: IMMEDIATE OCCUPATION. <box>171 299 253 307</box>
ad-text: 98 ACRES, West Coast Lease. Freehold can be obtained at any time. Will carry 40 cows comfortably. Well watered, good shelter, milking plant goes with the farm. Nice home of 5 rooms and very pleasant surroundings. Not half a mile to the beach. Terms are good. No mortgages. Price and further particulars on application. <box>8 165 162 217</box>
ad-text: 93 ACRES, freehold, situated in the famous Pukekohe district, where the land is capable of growing two crops of potatoes a year. Country is splendid grain growing and dairying land. This place is very handy and nicely situated, being only thirty miles from the city of Auckland and the best markets in New Zealand, and six miles from Pukekohe. There are, between fifty and sixty acres in grass, balance in good rough feed; well subdivided and fenced with wire and live hedges. Owner will sell or exchange as going concern, including 13 cows, horses, implements, pigs, and milk cans, and crops. <box>829 670 1106 721</box>
ad-text: 200 ACRES For Sale, 2½ miles from the Township, Factory and Railway Station. Metal Road. Six-roomed house, 8-bail shed. 150 Acres grass, 8 paddocks, all ploughable. <box>293 100 418 134</box>
ad-text: 91 ACRES, freehold, all in grass and crops; subdivided into 12 paddocks, post and wire and live fences; watered by river and spring; practically all dead level and all has been ploughed; little shelter bush round house. A warm-lying farm and on good metalled road. Almost new 7-roomed house with hot and cold water. 8-bail cowshed with concrete floor, implement shed, etc. Cows returned £27 per head last season, and they all show Jersey. PRICE—£90 per acre, with £1000 cash, possibly less to good farmer. <box>829 332 1106 375</box>
ad-text: WILL SELL AS GOING CONCERN <box>829 321 929 329</box>
classified-ad <box>171 443 284 513</box>
classified-ad <box>293 502 418 601</box>
ad-signature: LAYBOURNE, ROSS & WHYTE. WARD STREET, 'PHONE 589, P.O. BOX 188, HAMILTON. <box>835 1271 1100 1290</box>
ad-signature: TAYLOR & ROBERTS LAND AGENTS, Box 22 INGLEWOOD 'Phone 53 <box>432 821 547 849</box>
ad-heading: HAURAKI PLAINS. <box>926 1238 1008 1249</box>
classified-ad <box>829 244 1106 383</box>
ad-text: 6-Roomed House (bungalow), motor garage, workshop. Price £1850. Cash £1000. <box>427 356 552 373</box>
classified-ad <box>8 773 162 1102</box>
classified-ad <box>171 254 284 442</box>
ad-heading: FOR QUICK SALE <box>178 258 277 298</box>
ad-text: £135 PER ACRE—100 Acres of beautiful volcanic loam, only 14 miles from Queen Street, and alongside the railway line. Gentleman's residence of 9 rooms, all conveniences, full and good range of outbuildings. This is one of the best properties in the Auckland district. The owner sold hundreds of this farm last month at £440 per acre. <box>427 1184 552 1262</box>
ad-text: 80 ACRES, rich drained swamp land, all in splendid English pasture, carrying 60 dairy cows, 2 horses, 1½ miles from factory, school and P.O. New house, 6 large rooms with all conveniences; man's room, wash-house, copper and tubs; up-to-date concreted cowshed and yard; machines installed. Price £100 per acre; cash £2000, balance arranged. <box>427 861 552 930</box>
classified-ad <box>427 62 552 328</box>
ad-text: MR. CHAS. HAMERTON, formerly of Taranaki, has now taken over the management of the Te Aroha Branch. He reports the following property as one of the best <box>561 766 686 800</box>
column-header: LAND FOR SALE. <box>695 44 820 59</box>
ad-text: Buttley's Buildings, Victoria Street. 'Phone Office 777 Private 357 <box>8 805 162 822</box>
ad-text: 93 ACRES, 7-roomed house, h. and c. water, bath room, pantry, store room, concrete floor shed, machines installed. Carrying capacity at present 20 dairy cows. This is one of the best places on the swamp, and sure to carry 40 cows. The price is £90 per acre. All of North properties is one of the best in Taranaki. <box>293 956 418 1016</box>
ad-text: ALFRISTON, with 6-roomed house and conveniences, sheds, stables, etc., subdivided into 13 paddocks, watered by creeks; 75 acres in good grass, balance scrub; half-mile from school and Post Office, 2 miles to creamery and railway by metalled road. Two-thirds of the place is ploughable, and will carry a lot of stock at present, whilst its capacity can be greatly increased by some improvements. The price is only £35 PER ACRE, and the owner will accept £1000 cash, terms for the balance. <box>561 608 686 703</box>
ad-text: 66 ACRES, at Tikorangi, freehold; subdivided into 10 paddocks, all in grass; 9-bail cowshed, barn, house 5 rooms, bathroom, every convenience; 1½ miles from school and factory. PRICE, £92 per acre; £2000 cash, balance at 5 per cent. Everyone knows what Tikorangi land is like. Must sell at this price. <box>695 633 820 693</box>
ad-text: 390 ACRES, all in grass except 40 acres. Has wintered and is still carrying 500 hoggets, 230 ewes and lambs, 48 cattle and 7 horses; 4 miles from school and township by metalled road. Good house of 6 rooms, bathroom and scullery (hot and cold water throughout). New woolshed valued at £900. Price £30 per acre with good terms. <box>8 265 162 316</box>
ad-signature: L. A. NOLAN & CO., LAND AGENTS. S. A. DAILEY, LAND REPRESENTATIVE. <box>861 823 1074 842</box>
ad-heading: 150 ACRES <box>580 587 667 607</box>
ad-signature: HARRISON & CO. LAND AGENTS, Bridge Street, ELTHAM. <box>293 913 418 932</box>
classified-ad <box>829 1046 1106 1151</box>
ad-text: 8-ROOMED HOUSE, all conveniences. Price £1500. Cash £600. Highly recommended. <box>427 511 552 528</box>
